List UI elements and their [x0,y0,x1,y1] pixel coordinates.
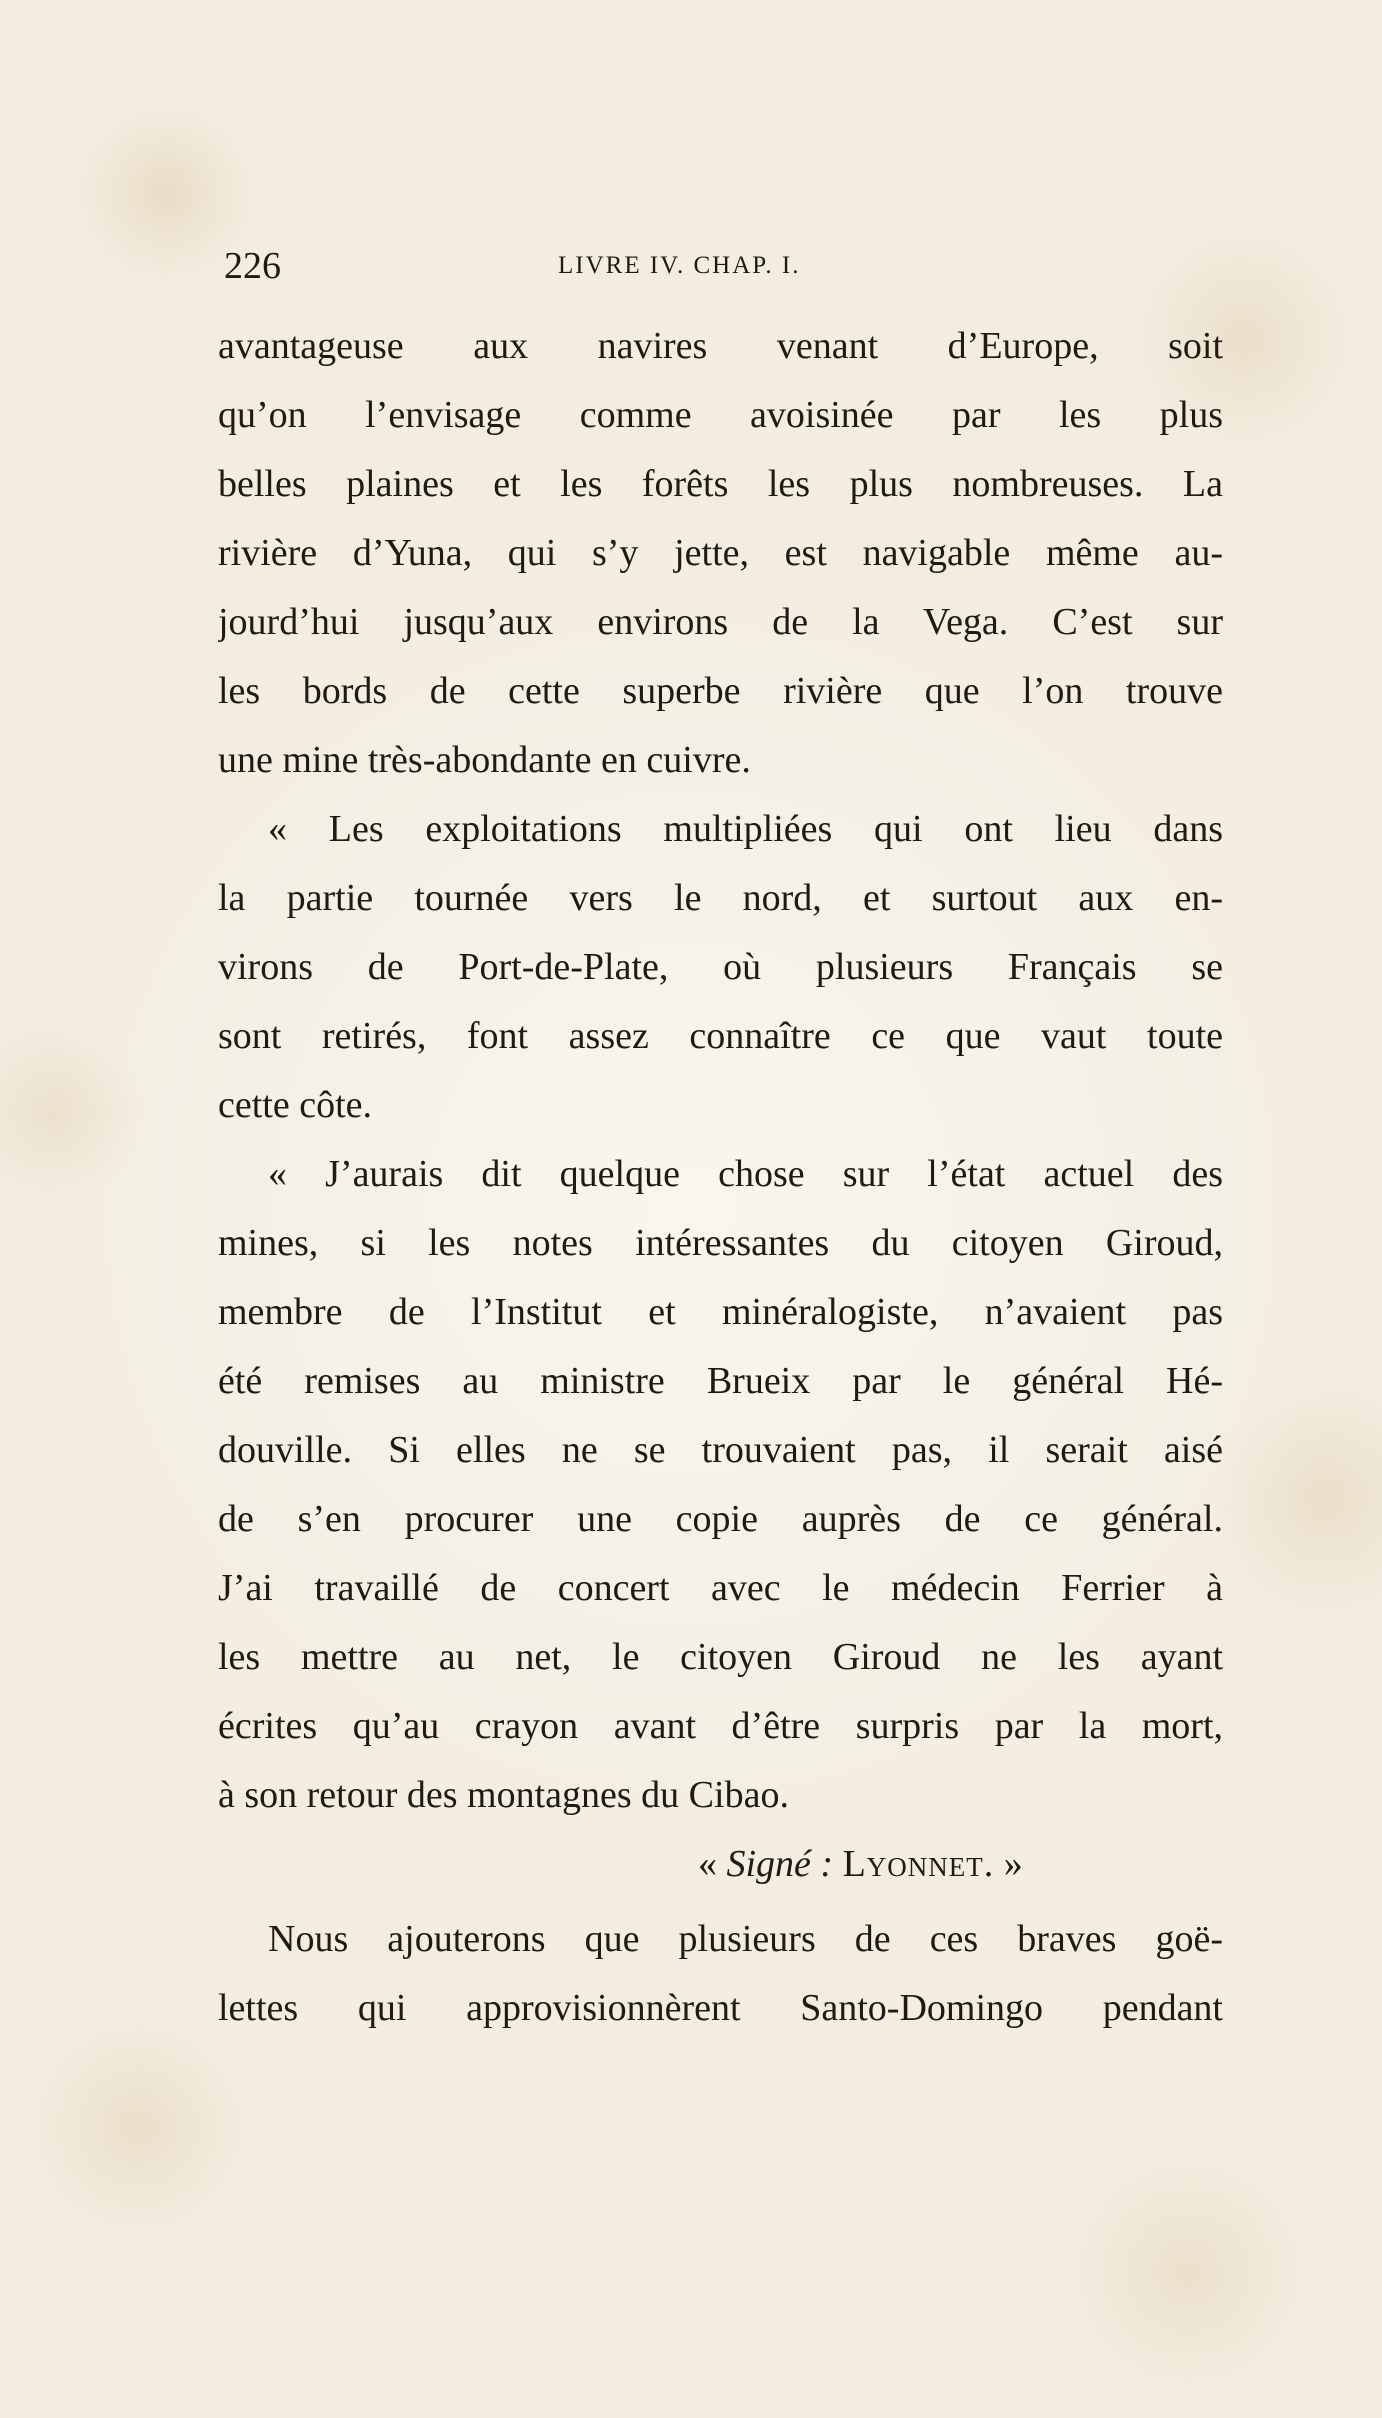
text-line: mines, si les notes intéressantes du citoyen Giroud, [218,1222,1223,1264]
text-line: douville. Si elles ne se trouvaient pas, il serait aisé [218,1429,1223,1471]
text-line: membre de l’Institut et minéralogiste, n’avaient pas [218,1291,1223,1333]
text-line: à son retour des montagnes du Cibao. [218,1774,789,1816]
text-line: lettes qui approvisionnèrent Santo-Domingo pendant [218,1987,1223,2029]
text-line: cette côte. [218,1084,373,1126]
body-text [218,312,1223,2043]
close-quote: » [1003,1843,1023,1885]
text-line: jourd’hui jusqu’aux environs de la Vega. C’est sur [218,601,1223,643]
page-header [218,243,1223,289]
open-quote: « [698,1843,717,1885]
running-head: LIVRE IV. CHAP. I. [558,252,801,279]
text-line: virons de Port-de-Plate, où plusieurs Français se [218,946,1223,988]
signature-name: Lyonnet. [842,1843,995,1885]
text-line: rivière d’Yuna, qui s’y jette, est navigable même au- [218,532,1223,574]
text-line: écrites qu’au crayon avant d’être surpris par la mort, [218,1705,1223,1747]
page-number: 226 [224,245,281,287]
signature-label: Signé : [726,1843,834,1885]
text-line: été remises au ministre Brueix par le général Hé- [218,1360,1223,1402]
text-line: J’ai travaillé de concert avec le médecin Ferrier à [218,1567,1223,1609]
signature-line [218,1830,1223,1899]
text-line: sont retirés, font assez connaître ce que vaut toute [218,1015,1223,1057]
text-line: avantageuse aux navires venant d’Europe, soit [218,325,1223,367]
text-line: « J’aurais dit quelque chose sur l’état actuel des [268,1153,1223,1195]
text-line: qu’on l’envisage comme avoisinée par les plus [218,394,1223,436]
text-line: les bords de cette superbe rivière que l’on trouve [218,670,1223,712]
text-line: une mine très-abondante en cuivre. [218,739,751,781]
text-line: de s’en procurer une copie auprès de ce général. [218,1498,1223,1540]
text-line: « Les exploitations multipliées qui ont lieu dans [268,808,1223,850]
text-line: Nous ajouterons que plusieurs de ces braves goë- [268,1918,1223,1960]
text-line: belles plaines et les forêts les plus nombreuses. La [218,463,1223,505]
text-line: la partie tournée vers le nord, et surtout aux en- [218,877,1223,919]
text-line: les mettre au net, le citoyen Giroud ne les ayant [218,1636,1223,1678]
